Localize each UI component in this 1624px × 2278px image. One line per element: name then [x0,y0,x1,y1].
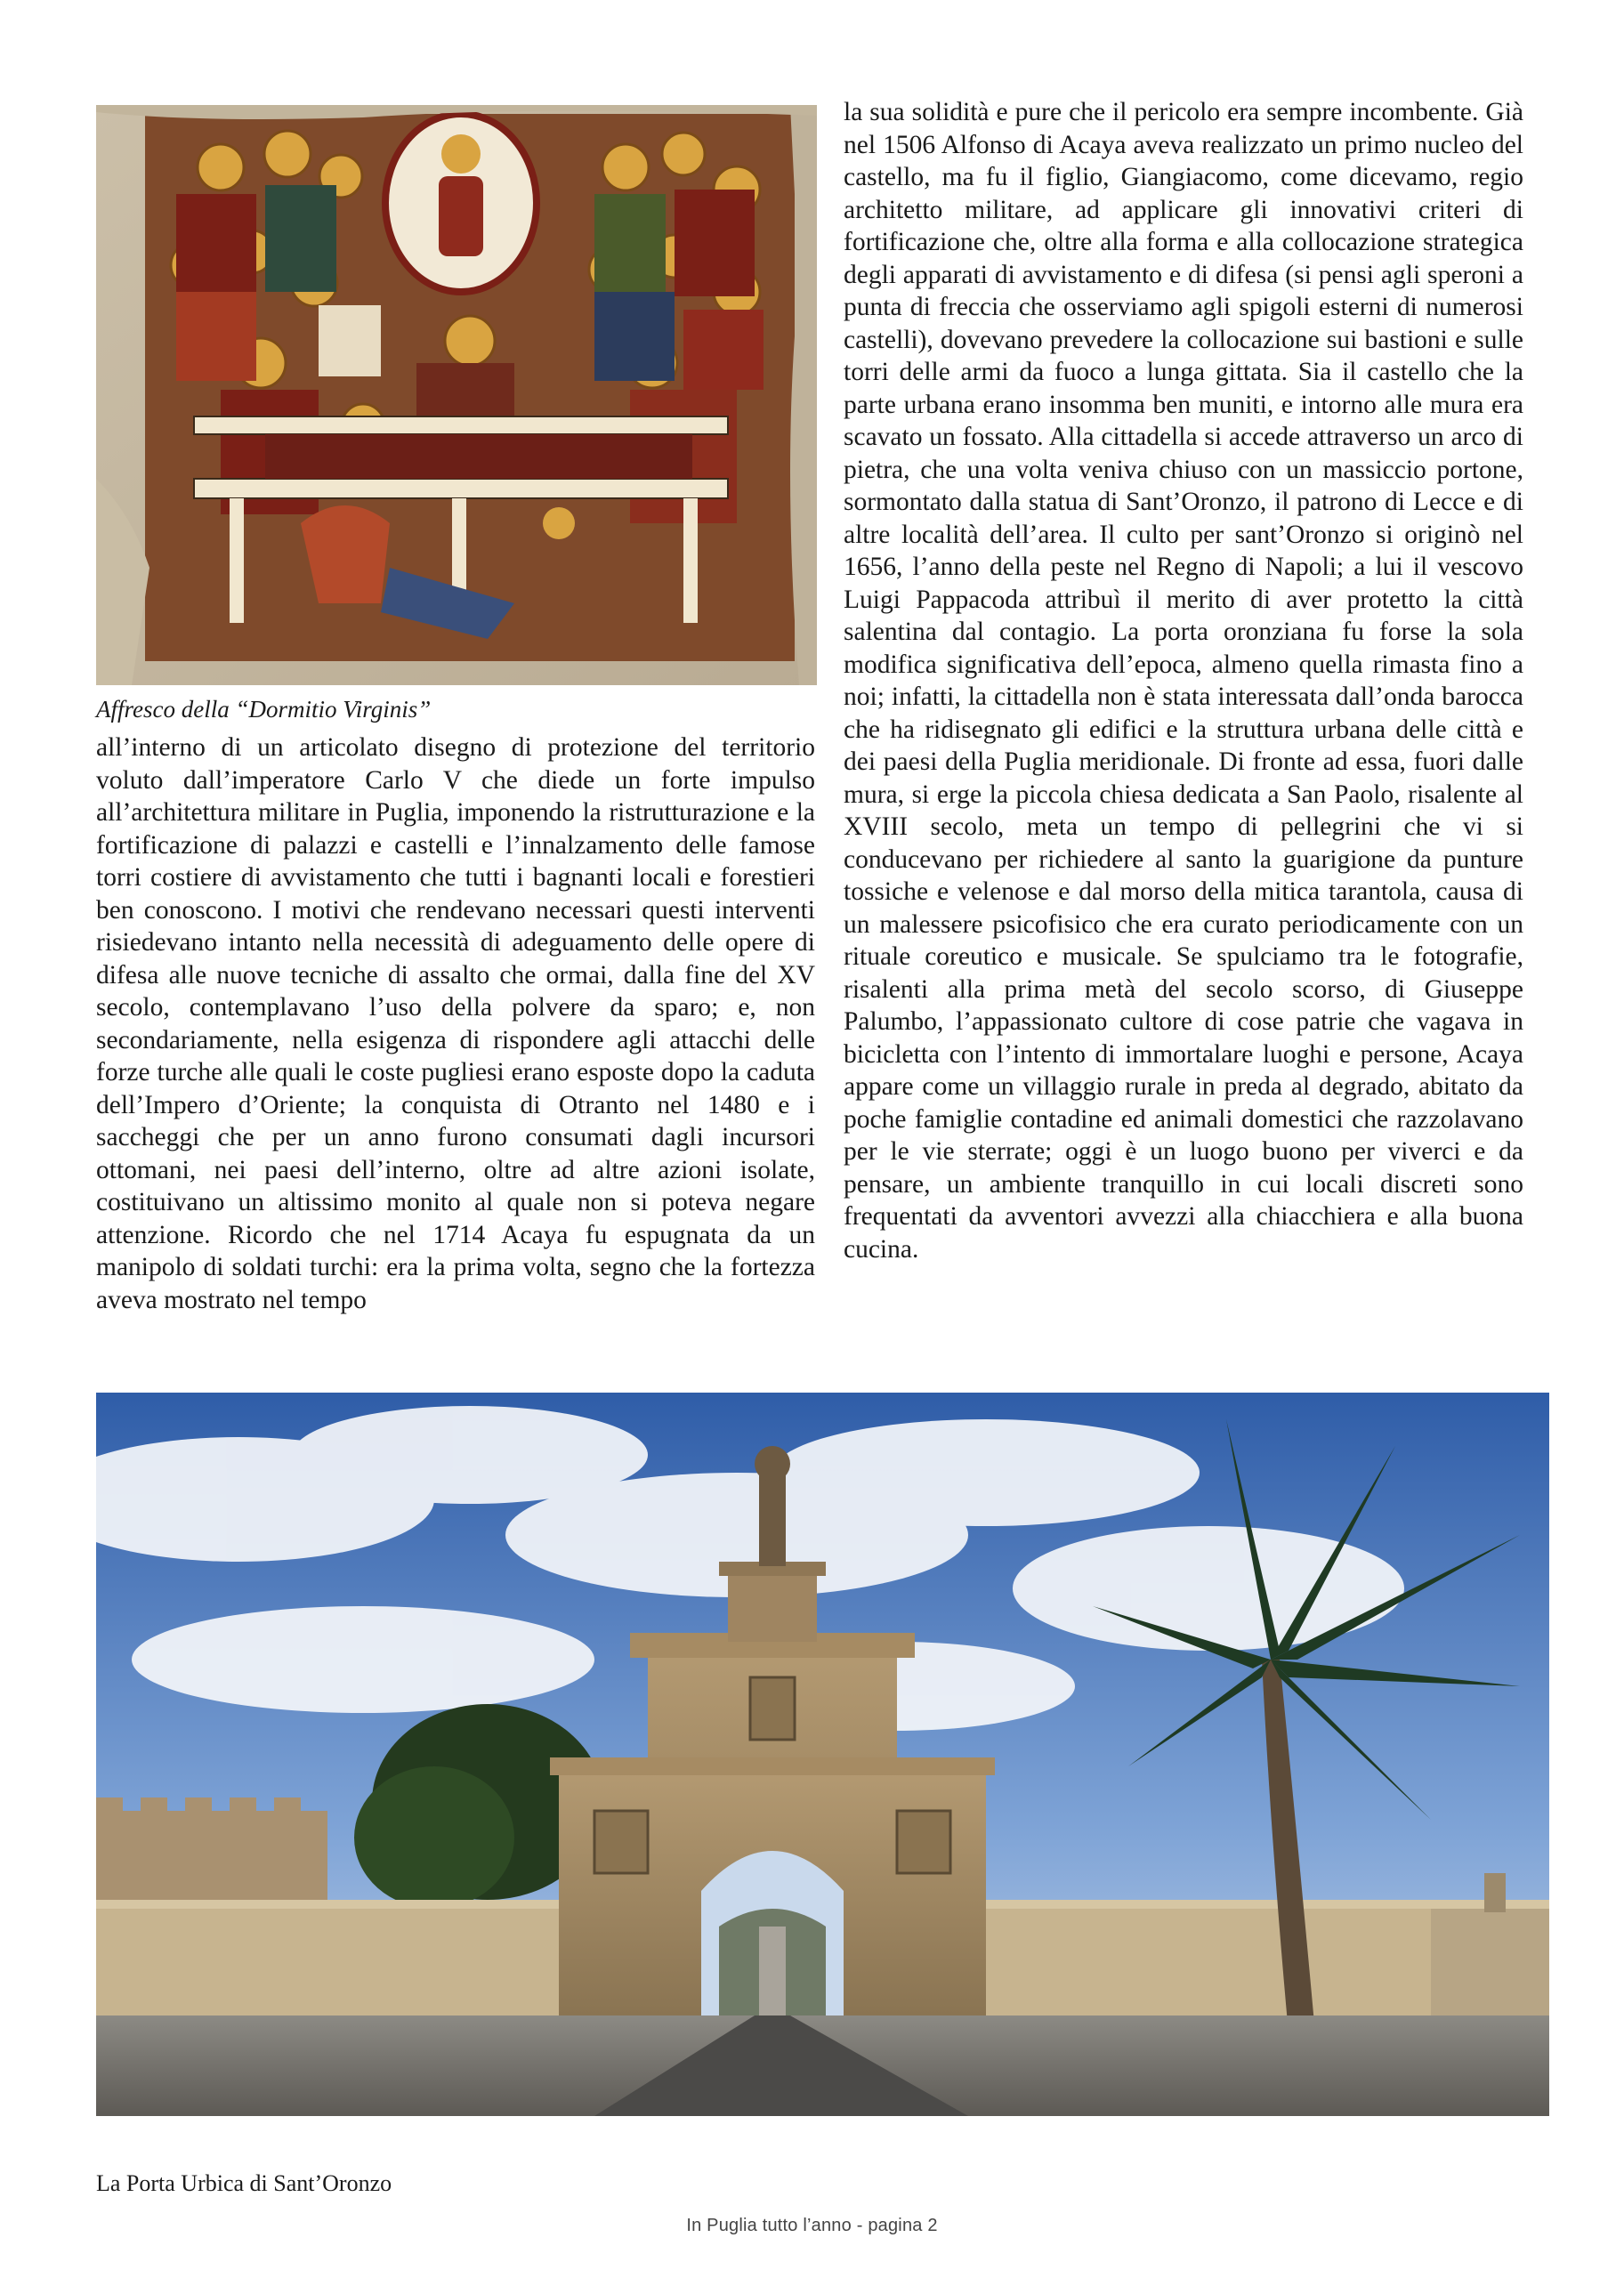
fresco-caption: Affresco della “Dormitio Virginis” [96,696,432,723]
porta-urbica-photo [96,1393,1549,2116]
article-left-column [96,731,815,1348]
article-paragraph: all’interno di un articolato disegno di protezione del territorio voluto dall’imperatore Carlo V che diede un forte impulso all’architettura militare in Puglia, imponendo la ristrutturazione e la fortificazione di palazzi e castelli e l’innalzamento delle famose torri costiere di avvistamento che tutti i bagnanti locali e forestieri ben conoscono. I motivi che rendevano necessari questi interventi risiedevano intanto nella necessità di adeguamento delle opere di difesa alle nuove tecniche di assalto che ormai, dalla fine del XV secolo, contemplavano l’uso della polvere da sparo; e, non secondariamente, nella esigenza di rispondere agli attacchi delle forze turche alle quali le coste pugliesi erano esposte dopo la caduta dell’Impero d’Oriente; la conquista di Otranto nel 1480 e i saccheggi che per un anno furono consumati dagli incursori ottomani, nei paesi dell’interno, oltre ad altre azioni isolate, costituivano un altissimo monito al quale non si poteva negare attenzione. Ricordo che nel 1714 Acaya fu espugnata da un manipolo di soldati turchi: era la prima volta, segno che la fortezza aveva mostrato nel tempo [96,733,815,1314]
article-paragraph: la sua solidità e pure che il pericolo era sempre incombente. Già nel 1506 Alfonso di Acaya aveva realizzato un primo nucleo del castello, ma fu il figlio, Giangiacomo, come dicevamo, regio architetto militare, ad applicare gli innovativi criteri di fortificazione che, oltre alla forma e alla collocazione strategica degli apparati di avvistamento e di difesa (si pensi agli speroni a punta di freccia che osserviamo agli spigoli esterni di numerosi castelli), dovevano prevedere la collocazione sui bastioni e sulle torri delle armi da fuoco a lunga gittata. Sia il castello che la parte urbana erano insomma ben muniti, e intorno alle mura era scavato un fossato. Alla cittadella si accede attraverso un arco di pietra, che una volta veniva chiuso con un massiccio portone, sormontato dalla statua di Sant’Oronzo, il patrono di Lecce e di altre località dell’area. Il culto per sant’Oronzo si originò nel 1656, l’anno della peste nel Regno di Napoli; a lui il vescovo Luigi Pappacoda attribuì il merito di aver protetto la città salentina dal contagio. La porta oronziana fu forse la sola modifica significativa dell’epoca, almeno quella rimasta fino a noi; infatti, la cittadella non è stata interessata dall’onda barocca che ha ridisegnato gli edifici e la struttura urbana delle città e dei paesi della Puglia meridionale. Di fronte ad essa, fuori dalle mura, si erge la piccola chiesa dedicata a San Paolo, risalente al XVIII secolo, meta un tempo di pellegrini che vi si conducevano per richiedere al santo la guarigione da punture tossiche e velenose e dal morso della mitica tarantola, causa di un malessere psicofisico che era curato periodicamente con un rituale coreutico e musicale. Se spulciamo tra le fotografie, risalenti alla prima metà del secolo scorso, di Giuseppe Palumbo, l’appassionato cultore di cose patrie che vagava in bicicletta con l’intento di immortalare luoghi e persone, Acaya appare come un villaggio rurale in preda al degrado, abitato da poche famiglie contadine ed animali domestici che razzolavano per le vie sterrate; oggi è un luogo buono per viverci e da pensare, un ambiente tranquillo in cui locali discreti sono frequentati da avventori avvezzi alla chiacchiera e alla buona cucina. [844,98,1523,1264]
fresco-image [96,105,817,685]
page-footer: In Puglia tutto l’anno - pagina 2 [686,2216,938,2235]
article-right-column [844,96,1523,1306]
gate-illustration [96,1393,1549,2116]
photo-caption: La Porta Urbica di Sant’Oronzo [96,2170,392,2196]
fresco-illustration [96,105,817,685]
